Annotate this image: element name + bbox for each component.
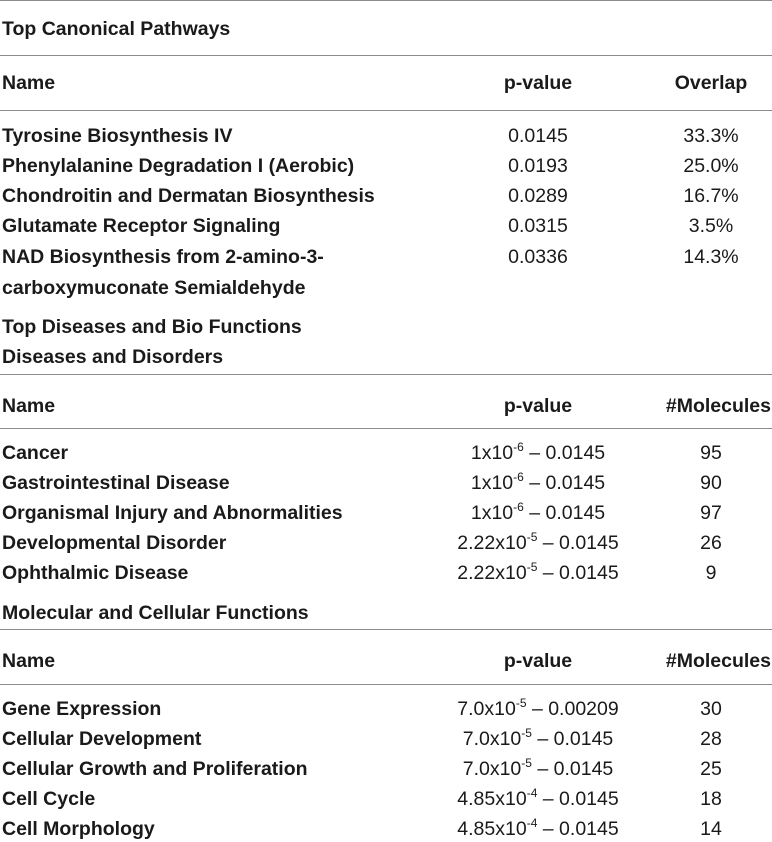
- row-pvalue: 0.0289: [508, 185, 568, 207]
- row-molecules: 14: [700, 818, 722, 840]
- header-rule: [0, 428, 772, 429]
- row-pvalue: $2.22x10^{-5} - 0.0145$: [457, 529, 619, 554]
- row-pvalue: 0.0336: [508, 246, 568, 268]
- column-header-pvalue: p-value: [503, 395, 573, 417]
- row-name: Cell Morphology: [2, 818, 155, 840]
- row-pvalue: $4.85x10^{-4} - 0.0145$: [457, 815, 619, 840]
- row-overlap: 14.3%: [683, 246, 739, 268]
- row-molecules: 25: [700, 758, 722, 780]
- row-molecules: 28: [700, 728, 722, 750]
- column-header-overlap: Overlap: [674, 72, 748, 94]
- row-name: Organismal Injury and Abnormalities: [2, 502, 343, 524]
- row-pvalue: 0.0145: [508, 125, 568, 147]
- row-overlap: 25.0%: [683, 155, 739, 177]
- section-title: Top Canonical Pathways: [2, 18, 231, 40]
- column-header-molecules: #Molecules: [665, 650, 771, 672]
- section-title: Molecular and Cellular Functions: [2, 602, 309, 624]
- column-header-molecules: #Molecules: [665, 395, 771, 417]
- section-rule: [0, 374, 772, 375]
- row-name: Phenylalanine Degradation I (Aerobic): [2, 155, 355, 177]
- row-name: Gastrointestinal Disease: [2, 472, 230, 494]
- row-overlap: 3.5%: [688, 215, 734, 237]
- row-name: Glutamate Receptor Signaling: [2, 215, 281, 237]
- row-name: Developmental Disorder: [2, 532, 227, 554]
- section-rule: [0, 629, 772, 630]
- column-header-pvalue: p-value: [503, 650, 573, 672]
- row-molecules: 26: [700, 532, 722, 554]
- row-overlap: 16.7%: [683, 185, 739, 207]
- column-header-name: Name: [2, 650, 56, 672]
- row-name: Chondroitin and Dermatan Biosynthesis: [2, 185, 375, 207]
- row-name: Gene Expression: [2, 698, 162, 720]
- row-molecules: 30: [700, 698, 722, 720]
- row-name: Ophthalmic Disease: [2, 562, 189, 584]
- row-pvalue: $4.85x10^{-4} - 0.0145$: [457, 785, 619, 810]
- section-subtitle: Diseases and Disorders: [2, 346, 224, 368]
- row-pvalue: $1x10^{-6} - 0.0145$: [470, 499, 606, 524]
- column-header-name: Name: [2, 72, 56, 94]
- row-molecules: 90: [700, 472, 722, 494]
- row-pvalue: $2.22x10^{-5} - 0.0145$: [457, 559, 619, 584]
- row-name-line1: NAD Biosynthesis from 2-amino-3-: [2, 246, 324, 268]
- row-name-line2: carboxymuconate Semialdehyde: [2, 277, 306, 299]
- column-header-pvalue: p-value: [503, 72, 573, 94]
- row-name: Tyrosine Biosynthesis IV: [2, 125, 233, 147]
- row-pvalue: $7.0x10^{-5} - 0.00209$: [457, 695, 619, 720]
- row-pvalue: $7.0x10^{-5} - 0.0145$: [462, 755, 614, 780]
- row-name: Cellular Growth and Proliferation: [2, 758, 308, 780]
- header-rule: [0, 684, 772, 685]
- row-pvalue: 0.0193: [508, 155, 568, 177]
- row-pvalue: $1x10^{-6} - 0.0145$: [470, 469, 606, 494]
- column-header-name: Name: [2, 395, 56, 417]
- row-pvalue: $1x10^{-6} - 0.0145$: [470, 439, 606, 464]
- header-rule: [0, 110, 772, 111]
- row-molecules: 9: [705, 562, 717, 584]
- row-molecules: 97: [700, 502, 722, 524]
- table-top-rule: [0, 0, 772, 1]
- section-rule: [0, 55, 772, 56]
- row-name: Cell Cycle: [2, 788, 96, 810]
- row-pvalue: $7.0x10^{-5} - 0.0145$: [462, 725, 614, 750]
- row-name: Cellular Development: [2, 728, 202, 750]
- row-molecules: 95: [700, 442, 722, 464]
- row-pvalue: 0.0315: [508, 215, 568, 237]
- row-molecules: 18: [700, 788, 722, 810]
- row-overlap: 33.3%: [683, 125, 739, 147]
- section-title: Top Diseases and Bio Functions: [2, 316, 302, 338]
- row-name: Cancer: [2, 442, 69, 464]
